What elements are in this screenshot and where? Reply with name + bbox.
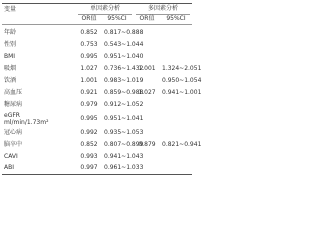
top-rule bbox=[2, 3, 192, 4]
or2-value: 0.879 bbox=[138, 141, 156, 148]
or2-value: 1.027 bbox=[138, 89, 156, 96]
row-label: 高血压 bbox=[4, 89, 23, 96]
or1-value: 1.027 bbox=[80, 65, 98, 72]
ci2-value: 0.941~1.001 bbox=[162, 89, 202, 96]
or1-value: 0.979 bbox=[80, 101, 98, 108]
ci1-value: 0.951~1.041 bbox=[104, 115, 144, 122]
or1-value: 0.995 bbox=[80, 53, 98, 60]
row-label: 年龄 bbox=[4, 29, 17, 36]
ci1-value: 0.807~0.899 bbox=[104, 141, 144, 148]
header-or1: OR值 bbox=[81, 15, 97, 22]
or1-value: 0.993 bbox=[80, 153, 98, 160]
ci1-value: 0.543~1.044 bbox=[104, 41, 144, 48]
header-rule bbox=[2, 24, 192, 25]
ci1-value: 0.736~1.432 bbox=[104, 65, 144, 72]
header-ci2: 95%CI bbox=[166, 15, 186, 22]
header-group2: 多因素分析 bbox=[147, 5, 178, 12]
or1-value: 0.995 bbox=[80, 115, 98, 122]
row-label: 脑卒中 bbox=[4, 141, 23, 148]
or1-value: 0.992 bbox=[80, 129, 98, 136]
header-or2: OR值 bbox=[139, 15, 155, 22]
ci1-value: 0.935~1.053 bbox=[104, 129, 144, 136]
header-ci1: 95%CI bbox=[107, 15, 127, 22]
or1-value: 0.852 bbox=[80, 29, 98, 36]
or1-value: 0.921 bbox=[80, 89, 98, 96]
or1-value: 0.997 bbox=[80, 164, 98, 171]
ci1-value: 0.912~1.052 bbox=[104, 101, 144, 108]
or1-value: 0.852 bbox=[80, 141, 98, 148]
bottom-rule bbox=[2, 174, 192, 175]
row-label: BMI bbox=[4, 53, 16, 60]
row-label: eGFR bbox=[4, 112, 20, 119]
ci1-value: 0.941~1.043 bbox=[104, 153, 144, 160]
row-label: CAVI bbox=[4, 153, 18, 160]
or1-value: 1.001 bbox=[80, 77, 98, 84]
row-label-unit: ml/min/1.73m² bbox=[4, 119, 49, 126]
row-label: 冠心病 bbox=[4, 129, 23, 136]
or1-value: 0.753 bbox=[80, 41, 98, 48]
ci2-value: 1.324~2.051 bbox=[162, 65, 202, 72]
or2-value: 1.001 bbox=[138, 65, 156, 72]
row-label: 吸烟 bbox=[4, 65, 17, 72]
header-group1: 单因素分析 bbox=[89, 5, 120, 12]
ci1-value: 0.859~0.988 bbox=[104, 89, 144, 96]
ci2-value: 0.821~0.941 bbox=[162, 141, 202, 148]
ci1-value: 0.817~0.888 bbox=[104, 29, 144, 36]
row-label: 性别 bbox=[4, 41, 17, 48]
ci1-value: 0.961~1.033 bbox=[104, 164, 144, 171]
header-variable: 变量 bbox=[4, 6, 17, 13]
row-label: 糖尿病 bbox=[4, 101, 23, 108]
row-label: ABI bbox=[4, 164, 14, 171]
regression-table bbox=[0, 0, 202, 178]
ci2-value: 0.950~1.054 bbox=[162, 77, 202, 84]
row-label: 饮酒 bbox=[4, 77, 17, 84]
ci1-value: 0.951~1.040 bbox=[104, 53, 144, 60]
ci1-value: 0.983~1.019 bbox=[104, 77, 144, 84]
